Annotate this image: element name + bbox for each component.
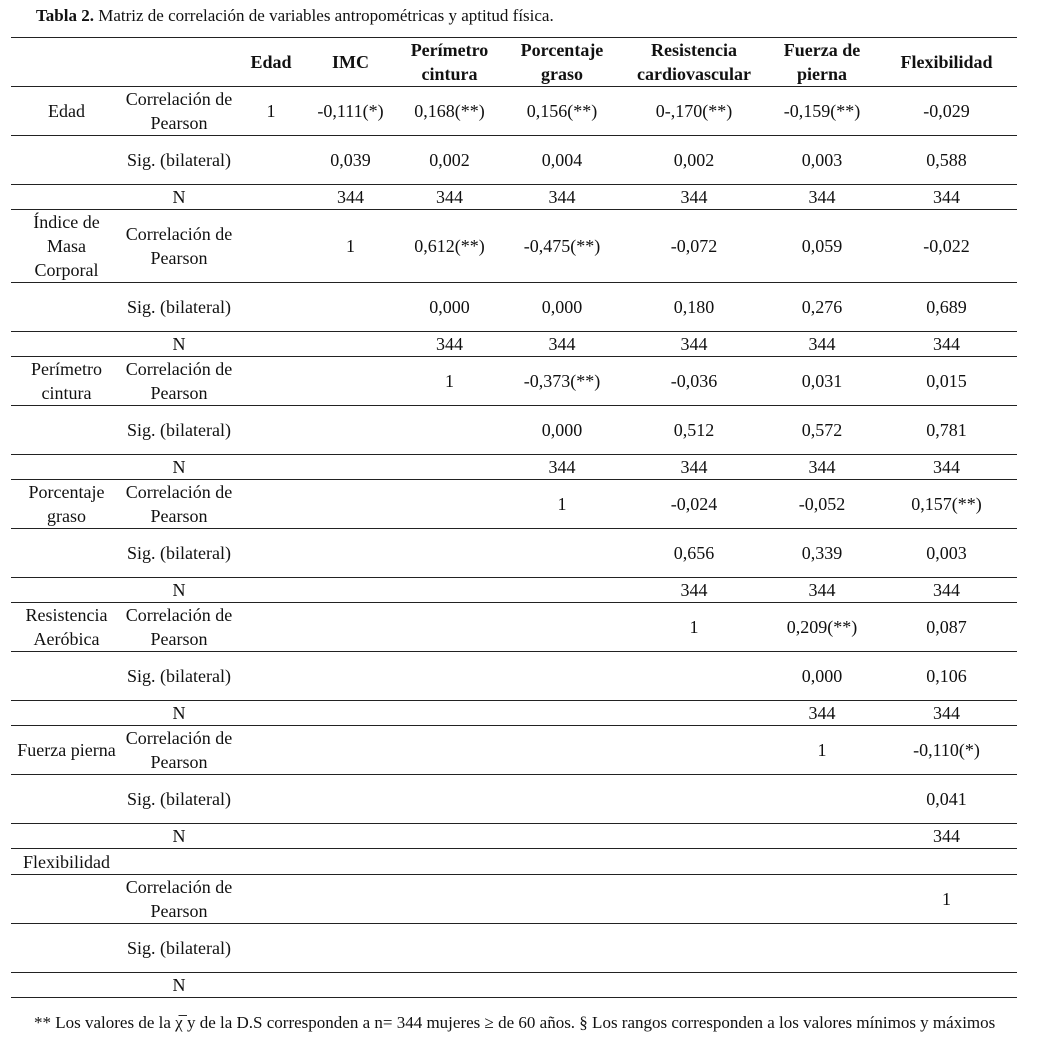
- cell: [768, 875, 876, 924]
- cell: [504, 652, 620, 701]
- header-row: [11, 38, 1017, 87]
- cell: -0,036: [620, 357, 768, 406]
- cell: -0,110(*): [876, 726, 1017, 775]
- table-row: [11, 578, 1017, 603]
- cell: [306, 357, 395, 406]
- cell: [504, 529, 620, 578]
- cell: -0,072: [620, 210, 768, 283]
- stat-label: N: [122, 701, 236, 726]
- stat-label: N: [122, 578, 236, 603]
- cell: [395, 875, 504, 924]
- cell: 0,000: [504, 406, 620, 455]
- cell: 0,656: [620, 529, 768, 578]
- cell: [306, 578, 395, 603]
- cell: 1: [620, 603, 768, 652]
- variable-label: Edad: [11, 87, 122, 136]
- cell: [306, 875, 395, 924]
- cell: 0,003: [876, 529, 1017, 578]
- cell: [395, 455, 504, 480]
- cell: 344: [395, 185, 504, 210]
- cell: [306, 455, 395, 480]
- cell: [620, 875, 768, 924]
- cell: 1: [504, 480, 620, 529]
- table-row: [11, 210, 1017, 283]
- cell: [236, 455, 306, 480]
- header-imc: IMC: [306, 38, 395, 87]
- cell: 0,157(**): [876, 480, 1017, 529]
- cell: 344: [876, 701, 1017, 726]
- cell: [620, 824, 768, 849]
- cell: 0,612(**): [395, 210, 504, 283]
- cell: 0,041: [876, 775, 1017, 824]
- cell: 344: [395, 332, 504, 357]
- cell: 344: [768, 185, 876, 210]
- cell: [504, 578, 620, 603]
- cell: [306, 603, 395, 652]
- cell: [236, 332, 306, 357]
- caption-label: Tabla 2.: [36, 6, 94, 25]
- cell: 344: [620, 578, 768, 603]
- cell: [306, 973, 395, 998]
- cell: [306, 332, 395, 357]
- cell: 0,002: [620, 136, 768, 185]
- cell: [236, 357, 306, 406]
- header-perimetro: Perímetro cintura: [395, 38, 504, 87]
- cell: [504, 875, 620, 924]
- table-row: [11, 849, 1017, 875]
- cell: 0,087: [876, 603, 1017, 652]
- stat-label: N: [122, 973, 236, 998]
- cell: [236, 529, 306, 578]
- stat-label: N: [122, 455, 236, 480]
- cell: -0,475(**): [504, 210, 620, 283]
- cell: -0,024: [620, 480, 768, 529]
- variable-label: Flexibilidad: [11, 849, 122, 875]
- cell: -0,029: [876, 87, 1017, 136]
- cell: 344: [876, 455, 1017, 480]
- variable-label: Fuerza pierna: [11, 726, 122, 775]
- cell: 0,000: [768, 652, 876, 701]
- table-row: [11, 455, 1017, 480]
- header-fuerza: Fuerza de pierna: [768, 38, 876, 87]
- cell: [306, 406, 395, 455]
- cell: 0,572: [768, 406, 876, 455]
- cell: 344: [620, 332, 768, 357]
- cell: 0,209(**): [768, 603, 876, 652]
- cell: 0,276: [768, 283, 876, 332]
- cell: [236, 973, 306, 998]
- cell: 0,039: [306, 136, 395, 185]
- cell: 0,588: [876, 136, 1017, 185]
- cell: 1: [768, 726, 876, 775]
- header-blank-stat: [122, 38, 236, 87]
- variable-label: Índice de Masa Corporal: [11, 210, 122, 283]
- cell: 0,781: [876, 406, 1017, 455]
- stat-label: Correlación de Pearson: [122, 726, 236, 775]
- cell: [620, 652, 768, 701]
- stat-label: Sig. (bilateral): [122, 136, 236, 185]
- table-row: [11, 652, 1017, 701]
- cell: [395, 480, 504, 529]
- cell: -0,022: [876, 210, 1017, 283]
- cell: 344: [768, 332, 876, 357]
- cell: [306, 652, 395, 701]
- cell: 0,512: [620, 406, 768, 455]
- cell: 0,002: [395, 136, 504, 185]
- stat-label: Sig. (bilateral): [122, 283, 236, 332]
- cell: [236, 652, 306, 701]
- table-row: [11, 332, 1017, 357]
- cell: 344: [768, 701, 876, 726]
- table-row: [11, 357, 1017, 406]
- cell: 0,339: [768, 529, 876, 578]
- cell: [395, 775, 504, 824]
- stat-label: Correlación de Pearson: [122, 87, 236, 136]
- cell: 344: [876, 332, 1017, 357]
- stat-label: Sig. (bilateral): [122, 406, 236, 455]
- cell: 344: [306, 185, 395, 210]
- cell: -0,159(**): [768, 87, 876, 136]
- cell: 0,015: [876, 357, 1017, 406]
- cell: [236, 775, 306, 824]
- cell: 344: [504, 332, 620, 357]
- table-row: [11, 701, 1017, 726]
- cell: 0,156(**): [504, 87, 620, 136]
- header-porcentaje: Porcentaje graso: [504, 38, 620, 87]
- cell: 344: [620, 185, 768, 210]
- cell: [236, 406, 306, 455]
- cell: [306, 701, 395, 726]
- cell: 0,180: [620, 283, 768, 332]
- table-row: [11, 185, 1017, 210]
- cell: [236, 701, 306, 726]
- cell: [620, 973, 768, 998]
- table-row: [11, 973, 1017, 998]
- cell: 0,168(**): [395, 87, 504, 136]
- cell: 1: [236, 87, 306, 136]
- cell: 0,059: [768, 210, 876, 283]
- header-flexibilidad: Flexibilidad: [876, 38, 1017, 87]
- cell: 344: [768, 455, 876, 480]
- table-row: [11, 480, 1017, 529]
- cell: -0,111(*): [306, 87, 395, 136]
- cell: [768, 775, 876, 824]
- cell: 344: [876, 578, 1017, 603]
- cell: [236, 924, 306, 973]
- table-row: [11, 136, 1017, 185]
- cell: 0,003: [768, 136, 876, 185]
- cell: 344: [876, 824, 1017, 849]
- cell: 0,689: [876, 283, 1017, 332]
- header-edad: Edad: [236, 38, 306, 87]
- cell: [306, 480, 395, 529]
- cell: [306, 529, 395, 578]
- cell: [236, 578, 306, 603]
- cell: 344: [768, 578, 876, 603]
- cell: 1: [306, 210, 395, 283]
- cell: [504, 924, 620, 973]
- cell: [504, 701, 620, 726]
- cell: 344: [876, 185, 1017, 210]
- cell: 344: [620, 455, 768, 480]
- cell: [236, 283, 306, 332]
- header-resistencia: Resistencia cardiovascular: [620, 38, 768, 87]
- cell: [395, 701, 504, 726]
- cell: [395, 726, 504, 775]
- cell: [395, 824, 504, 849]
- variable-label: Perímetro cintura: [11, 357, 122, 406]
- table-row: [11, 875, 1017, 924]
- table-footnote: ** Los valores de la χ̅ y de la D.S corresponden a n= 344 mujeres ≥ de 60 años. § Los rangos corresponden a los valores mínimos y máximos: [34, 1013, 996, 1032]
- cell: [236, 726, 306, 775]
- cell: 344: [504, 455, 620, 480]
- cell: [236, 210, 306, 283]
- cell: [768, 973, 876, 998]
- stat-label: N: [122, 332, 236, 357]
- cell: 0,031: [768, 357, 876, 406]
- cell: [236, 480, 306, 529]
- stat-label: Correlación de Pearson: [122, 603, 236, 652]
- cell: [236, 824, 306, 849]
- cell: [504, 775, 620, 824]
- correlation-table: [11, 37, 1017, 998]
- cell: [620, 701, 768, 726]
- cell: 0,000: [504, 283, 620, 332]
- cell: [236, 185, 306, 210]
- cell: 344: [504, 185, 620, 210]
- table-row: [11, 529, 1017, 578]
- cell: [504, 726, 620, 775]
- cell: [620, 775, 768, 824]
- variable-label: Resistencia Aeróbica: [11, 603, 122, 652]
- stat-label: Correlación de Pearson: [122, 357, 236, 406]
- table-row: [11, 726, 1017, 775]
- table-caption: [36, 6, 554, 26]
- stat-label: Sig. (bilateral): [122, 775, 236, 824]
- cell: [395, 603, 504, 652]
- cell: [306, 775, 395, 824]
- table-row: [11, 924, 1017, 973]
- cell: -0,052: [768, 480, 876, 529]
- stat-label: Sig. (bilateral): [122, 529, 236, 578]
- stat-label: Sig. (bilateral): [122, 924, 236, 973]
- stat-label: Sig. (bilateral): [122, 652, 236, 701]
- table-row: [11, 406, 1017, 455]
- stat-label: Correlación de Pearson: [122, 210, 236, 283]
- cell: [395, 578, 504, 603]
- cell: [768, 924, 876, 973]
- cell: [306, 726, 395, 775]
- cell: [236, 136, 306, 185]
- header-blank-variable: [11, 38, 122, 87]
- cell: [620, 726, 768, 775]
- cell: 0,004: [504, 136, 620, 185]
- cell: 1: [395, 357, 504, 406]
- table-row: [11, 603, 1017, 652]
- cell: [395, 973, 504, 998]
- cell: [306, 924, 395, 973]
- stat-label: N: [122, 185, 236, 210]
- stat-label: Correlación de Pearson: [122, 480, 236, 529]
- cell: [395, 529, 504, 578]
- cell: [504, 603, 620, 652]
- cell: [876, 924, 1017, 973]
- cell: [306, 824, 395, 849]
- cell: [236, 603, 306, 652]
- cell: -0,373(**): [504, 357, 620, 406]
- table-row: [11, 824, 1017, 849]
- table-row: [11, 283, 1017, 332]
- cell: [395, 924, 504, 973]
- stat-label: Correlación de Pearson: [122, 875, 236, 924]
- cell: [395, 652, 504, 701]
- stat-label: N: [122, 824, 236, 849]
- cell: [504, 973, 620, 998]
- table-row: [11, 775, 1017, 824]
- cell: [876, 973, 1017, 998]
- cell: [768, 824, 876, 849]
- cell: [306, 283, 395, 332]
- cell: 0-,170(**): [620, 87, 768, 136]
- cell: [504, 824, 620, 849]
- cell: 0,000: [395, 283, 504, 332]
- cell: [620, 924, 768, 973]
- variable-label: Porcentaje graso: [11, 480, 122, 529]
- table-row: [11, 87, 1017, 136]
- cell: 1: [876, 875, 1017, 924]
- cell: [236, 875, 306, 924]
- cell: [395, 406, 504, 455]
- cell: 0,106: [876, 652, 1017, 701]
- caption-text: Matriz de correlación de variables antropométricas y aptitud física.: [93, 6, 554, 25]
